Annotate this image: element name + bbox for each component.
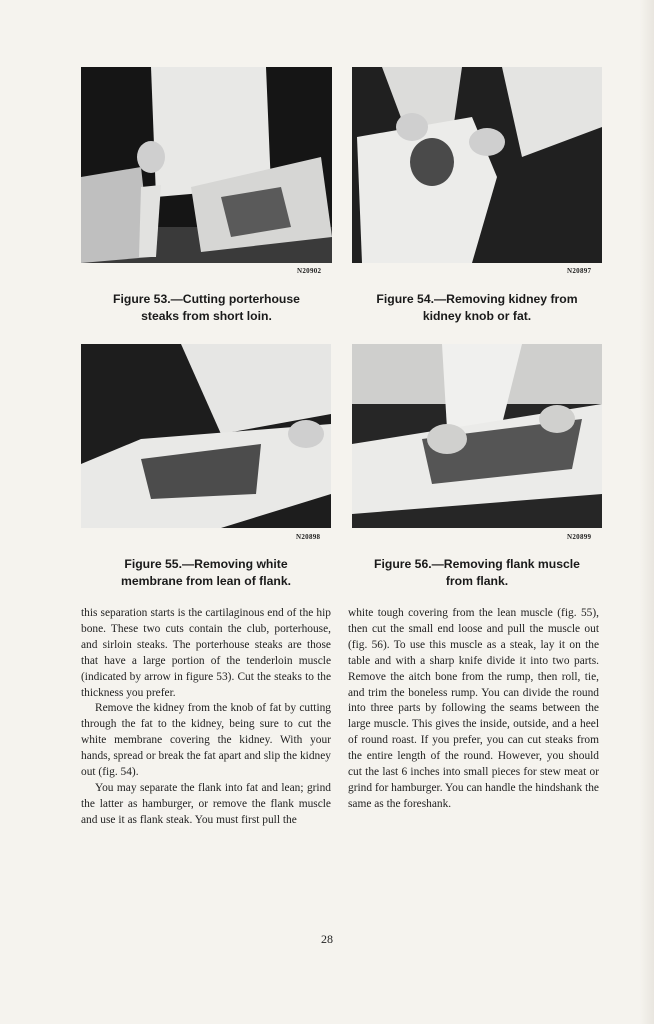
- figure-55-caption-line1: Figure 55.—Removing white: [124, 557, 288, 571]
- figure-56-caption-line1: Figure 56.—Removing flank muscle: [374, 557, 580, 571]
- figure-56-photo: [352, 344, 602, 528]
- page-number: 28: [321, 932, 333, 946]
- left-paragraph-2: Remove the kidney from the knob of fat by cutting through the fat to the kidney, being sure to cut the white membrane covering the kidney. With your hands, spread or break the fat apart and slip the kidney out (fig. 54).: [81, 702, 331, 779]
- figure-56-negative-number: N20899: [567, 533, 592, 541]
- figure-56-caption-line2: from flank.: [445, 574, 509, 588]
- figure-54-photo: [352, 67, 602, 263]
- page-edge-shadow: [640, 0, 654, 1024]
- left-paragraph-3: You may separate the flank into fat and lean; grind the latter as hamburger, or remove the flank muscle and use it as flank steak. You must first pull the: [81, 781, 331, 826]
- figure-55-negative-number: N20898: [296, 533, 321, 541]
- figure-53-caption-line2: steaks from short loin.: [141, 309, 272, 323]
- figure-53-photo: [81, 67, 332, 263]
- left-paragraph-1: this separation starts is the cartilaginous end of the hip bone. These two cuts contain the club, porterhouse, and sirloin steaks. The porterhouse steaks are those that have a large portion of the tenderloin muscle (indicated by arrow in figure 53). Cut the steaks to the thickness you prefer.: [81, 607, 331, 699]
- body-column-right: [348, 606, 599, 813]
- figure-54-caption-line1: Figure 54.—Removing kidney from: [376, 292, 578, 306]
- right-paragraph-1: white tough covering from the lean muscle (fig. 55), then cut the small end loose and pull the muscle out (fig. 56). To use this muscle as a steak, lay it on the table and with a sharp knife divide it into two parts. Remove the aitch bone from the rump, then roll, tie, and trim the boneless rump. You can divide the round into three parts by following the seams between the large muscle. This gives the inside, outside, and a heel of round roast. If you prefer, you can cut steaks from the entire length of the round. However, you should cut the last 6 inches into small pieces for stew meat or grind for hamburger. You can handle the hindshank the same as the foreshank.: [348, 607, 599, 810]
- figure-55-caption: [81, 556, 331, 590]
- figure-55-photo: [81, 344, 331, 528]
- figure-54-negative-number: N20897: [567, 267, 592, 275]
- figure-54-caption-line2: kidney knob or fat.: [422, 309, 532, 323]
- figure-56-caption: [347, 556, 607, 590]
- figure-53-caption: [81, 291, 332, 325]
- figure-53-negative-number: N20902: [297, 267, 322, 275]
- figure-55-caption-line2: membrane from lean of flank.: [121, 574, 291, 588]
- figure-54-caption: [352, 291, 602, 325]
- body-column-left: [81, 606, 331, 829]
- figure-53-caption-line1: Figure 53.—Cutting porterhouse: [113, 292, 300, 306]
